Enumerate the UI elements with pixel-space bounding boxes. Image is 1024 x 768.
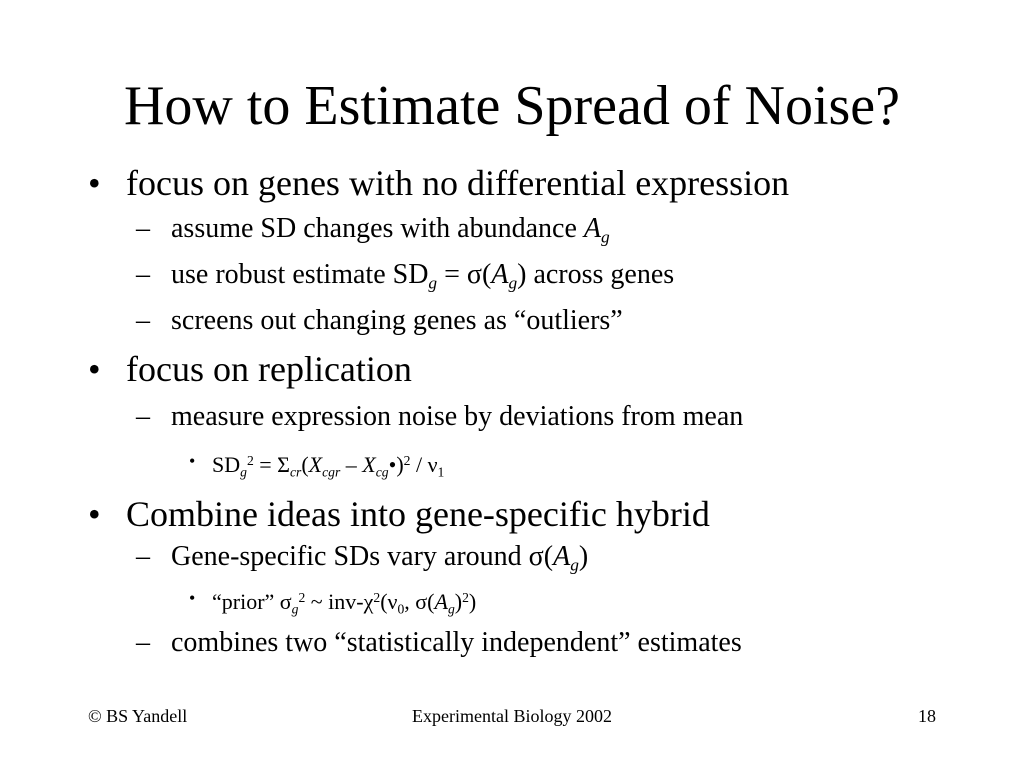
text-run: X (362, 452, 376, 478)
bullet-text (171, 259, 674, 300)
text-run: = Σ (253, 452, 290, 478)
footer-event: Experimental Biology 2002 (412, 706, 612, 726)
text-run: focus on replication (126, 349, 412, 389)
subscript: g (601, 227, 610, 247)
superscript: 2 (403, 453, 411, 468)
subscript: g (240, 464, 247, 480)
subscript: 0 (397, 601, 405, 617)
bullet-text (171, 627, 742, 659)
footer-copyright: © BS Yandell (88, 706, 188, 726)
bullet-marker: – (136, 213, 150, 244)
text-run: ( (301, 452, 309, 478)
text-run: , σ( (404, 589, 435, 615)
bullet-marker: – (136, 259, 150, 290)
text-run: A (434, 589, 448, 615)
slide-title: How to Estimate Spread of Noise? (123, 75, 901, 137)
text-run: X (308, 452, 323, 478)
text-run: measure expression noise by deviations from mean (171, 401, 744, 432)
bullet-marker: • (88, 163, 101, 203)
text-run: ) (578, 541, 589, 572)
text-run: (ν (380, 589, 398, 615)
bullet-marker: – (136, 305, 150, 336)
text-run: = σ( (437, 259, 492, 290)
superscript: 2 (373, 590, 381, 605)
bullet-marker: – (136, 401, 150, 432)
bullet-marker: • (189, 588, 196, 608)
text-run: A (491, 259, 509, 290)
footer-slide-number: 18 (918, 706, 936, 726)
superscript: 2 (462, 590, 469, 605)
subscript: g (428, 273, 438, 293)
bullet-marker: • (88, 494, 101, 534)
bullet-text (171, 541, 588, 582)
text-run: ) (468, 589, 477, 615)
subscript: cg (375, 464, 389, 480)
subscript: g (508, 273, 518, 293)
bullet-marker: • (189, 451, 196, 471)
superscript: 2 (298, 590, 306, 605)
text-run: / ν (410, 452, 438, 478)
text-run: – (340, 452, 363, 478)
text-run: focus on genes with no differential expression (126, 163, 790, 203)
bullet-text (171, 305, 623, 337)
bullet-text (126, 162, 789, 204)
bullet-marker: – (136, 541, 150, 572)
bullet-marker: • (88, 349, 101, 389)
superscript: 2 (246, 453, 254, 468)
bullet-text (171, 401, 743, 433)
text-run: Combine ideas into gene-specific hybrid (126, 494, 710, 534)
text-run: use robust estimate SD (171, 259, 429, 290)
bullet-marker: – (136, 627, 150, 658)
text-run: ) (396, 452, 404, 478)
bullet-text (126, 493, 710, 535)
text-run: ~ inv-χ (305, 589, 374, 615)
subscript: g (570, 555, 579, 575)
bullet-text (212, 585, 476, 622)
text-run: SD (212, 452, 241, 478)
text-run: A (553, 541, 571, 572)
bullet-text (171, 213, 610, 254)
text-run: screens out changing genes as “outliers” (171, 305, 623, 336)
text-run: assume SD changes with abundance (171, 213, 584, 244)
text-run: ) (454, 589, 463, 615)
subscript: cgr (322, 464, 341, 480)
text-run: ) across genes (517, 259, 675, 290)
subscript: 1 (437, 464, 445, 480)
text-run: A (583, 213, 601, 244)
subscript: g (447, 601, 455, 617)
bullet-text (126, 348, 412, 390)
text-run: combines two “statistically independent” estimates (171, 627, 742, 658)
subscript: g (291, 601, 299, 617)
subscript: cr (289, 464, 302, 480)
text-run: • (388, 452, 397, 478)
text-run: “prior” σ (212, 589, 292, 615)
bullet-text (212, 448, 444, 485)
text-run: Gene-specific SDs vary around σ( (171, 541, 554, 572)
